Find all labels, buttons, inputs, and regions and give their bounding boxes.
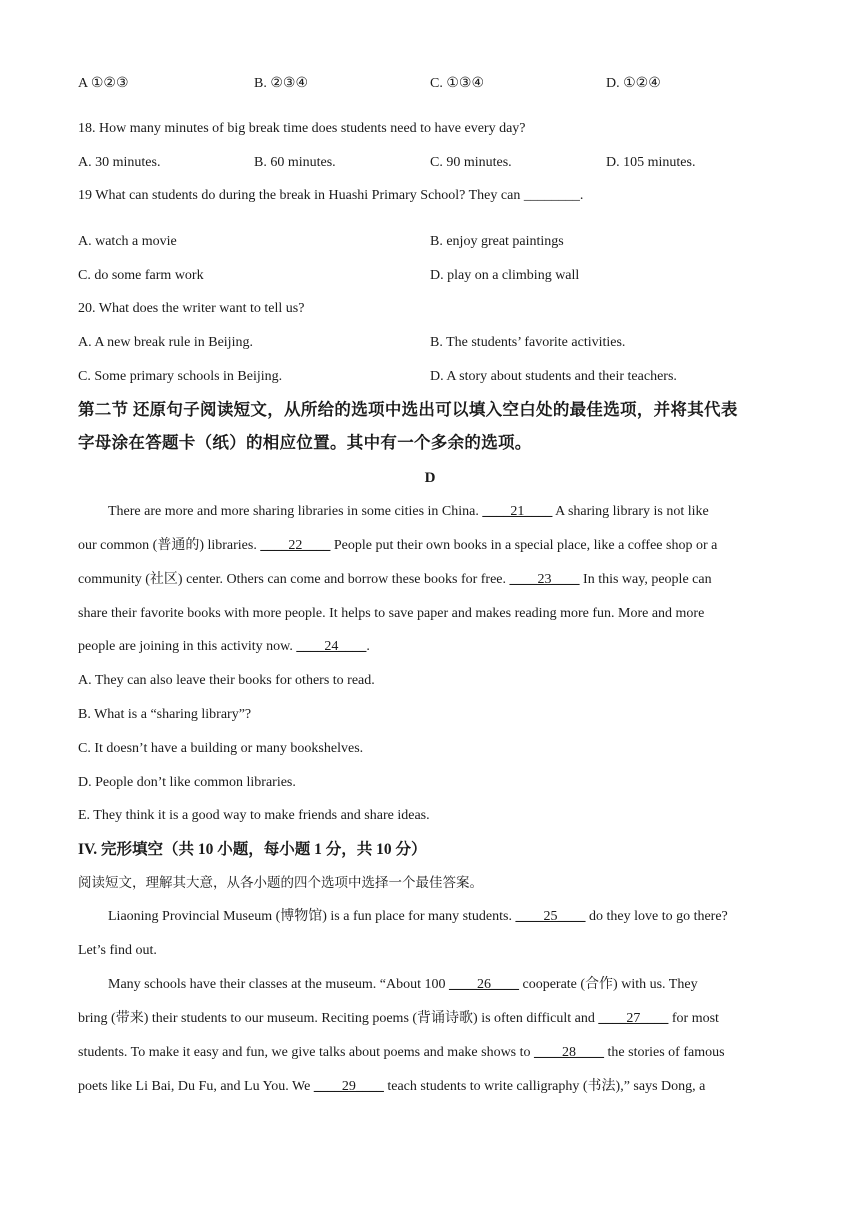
blank-21[interactable]: ____21____ <box>482 504 553 519</box>
cloze-p2-line2: bring (带来) their students to our museum. Reciting poems (背诵诗歌) is often difficult and ____27____ for most <box>78 1011 719 1026</box>
passage-d-line5: people are joining in this activity now. ____24____. <box>78 639 370 654</box>
choice-b: B. What is a “sharing library”? <box>78 707 252 722</box>
q18-option-d: D. 105 minutes. <box>606 155 696 170</box>
section2-heading-line1: 第二节 还原句子阅读短文，从所给的选项中选出可以填入空白处的最佳选项，并将其代表 <box>78 400 738 419</box>
q18-option-c: C. 90 minutes. <box>430 155 512 170</box>
cloze-p1-line2: Let’s find out. <box>78 943 157 958</box>
q19-option-b: B. enjoy great paintings <box>430 234 564 249</box>
choice-a: A. They can also leave their books for others to read. <box>78 673 375 688</box>
blank-26[interactable]: ____26____ <box>448 977 519 992</box>
section4-title: IV. 完形填空（共 10 小题，每小题 1 分，共 10 分） <box>78 841 427 858</box>
blank-22[interactable]: ____22____ <box>260 538 331 553</box>
cloze-p2-line4: poets like Li Bai, Du Fu, and Lu You. We ____29____ teach students to write calligraphy (书法),” says Dong, a <box>78 1079 706 1094</box>
passage-d-line1: There are more and more sharing libraries in some cities in China. ____21____ A sharing library is not like <box>108 504 709 519</box>
q17-option-b: B. ②③④ <box>254 76 308 91</box>
choice-d: D. People don’t like common libraries. <box>78 775 296 790</box>
passage-d-line2: our common (普通的) libraries. ____22____ People put their own books in a special place, like a coffee shop or a <box>78 538 718 553</box>
cloze-p1-line1: Liaoning Provincial Museum (博物馆) is a fun place for many students. ____25____ do they love to go there? <box>108 909 728 924</box>
blank-24[interactable]: ____24____ <box>296 639 367 654</box>
section2-heading-line2: 字母涂在答题卡（纸）的相应位置。其中有一个多余的选项。 <box>78 433 532 452</box>
q20-question: 20. What does the writer want to tell us? <box>78 301 305 316</box>
q20-option-b: B. The students’ favorite activities. <box>430 335 626 350</box>
blank-23[interactable]: ____23____ <box>509 572 580 587</box>
section4-instruction: 阅读短文，理解其大意，从各小题的四个选项中选择一个最佳答案。 <box>78 875 483 890</box>
choice-e: E. They think it is a good way to make friends and share ideas. <box>78 808 430 823</box>
cloze-p2-line1: Many schools have their classes at the museum. “About 100 ____26____ cooperate (合作) with us. They <box>108 977 698 992</box>
q17-option-d: D. ①②④ <box>606 76 661 91</box>
q20-option-d: D. A story about students and their teachers. <box>430 369 677 384</box>
blank-29[interactable]: ____29____ <box>313 1079 384 1094</box>
q17-option-a: A ①②③ <box>78 76 129 91</box>
blank-27[interactable]: ____27____ <box>598 1011 669 1026</box>
passage-d-line3: community (社区) center. Others can come and borrow these books for free. ____23____ In this way, people can <box>78 572 712 587</box>
q20-option-c: C. Some primary schools in Beijing. <box>78 369 283 384</box>
q20-option-a: A. A new break rule in Beijing. <box>78 335 253 350</box>
q19-option-a: A. watch a movie <box>78 234 177 249</box>
choice-c: C. It doesn’t have a building or many bookshelves. <box>78 741 364 756</box>
cloze-p2-line3: students. To make it easy and fun, we give talks about poems and make shows to ____28____ the stories of famous <box>78 1045 725 1060</box>
q19-question: 19 What can students do during the break in Huashi Primary School? They can ________. <box>78 188 584 203</box>
blank-28[interactable]: ____28____ <box>534 1045 605 1060</box>
q18-option-b: B. 60 minutes. <box>254 155 336 170</box>
q18-option-a: A. 30 minutes. <box>78 155 161 170</box>
q19-option-c: C. do some farm work <box>78 268 204 283</box>
blank-25[interactable]: ____25____ <box>515 909 586 924</box>
passage-letter: D <box>424 470 436 486</box>
q19-option-d: D. play on a climbing wall <box>430 268 580 283</box>
passage-d-line4: share their favorite books with more people. It helps to save paper and makes reading more fun. More and more <box>78 606 705 621</box>
q17-option-c: C. ①③④ <box>430 76 484 91</box>
q18-question: 18. How many minutes of big break time does students need to have every day? <box>78 121 526 136</box>
